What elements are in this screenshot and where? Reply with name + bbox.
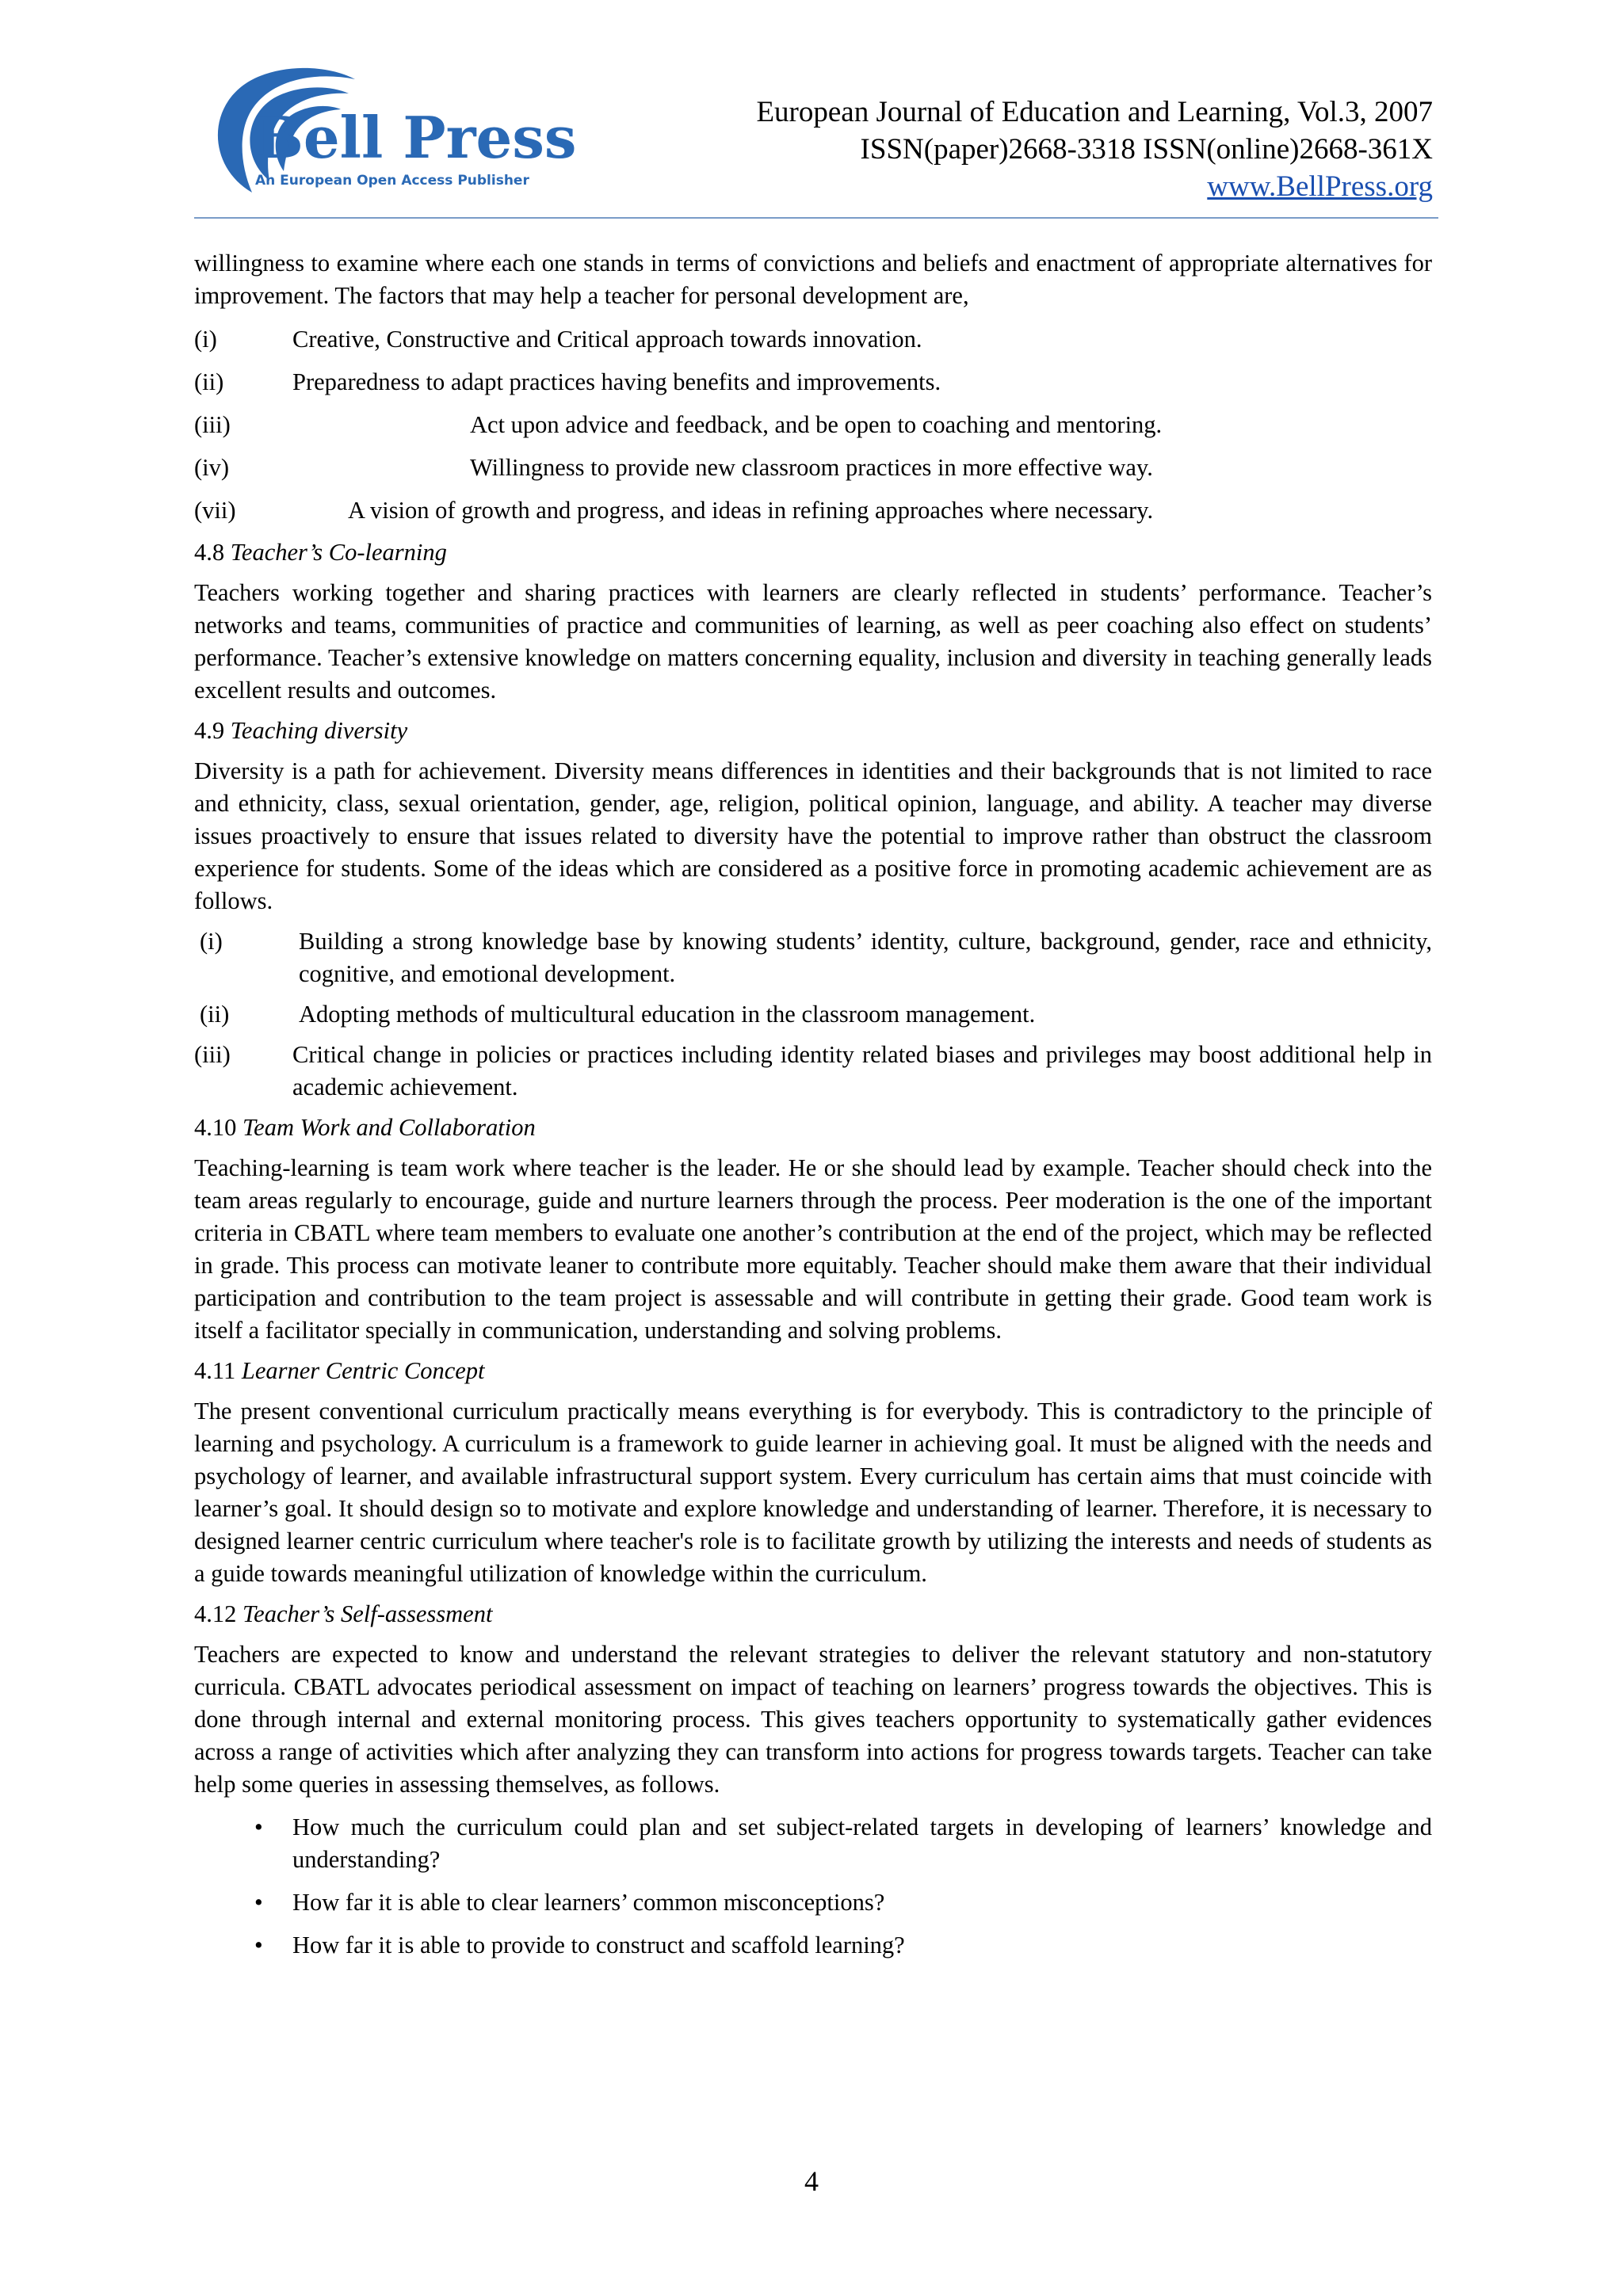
list-item [194,925,1432,990]
list-item [194,998,1432,1031]
logo-tagline: An European Open Access Publisher [255,173,529,189]
section-number: 4.10 [194,1114,237,1141]
section-paragraph: The present conventional curriculum practically means everything is for everybody. This is contradictory to the principle of learning and psychology. A curriculum is a framework to guide learner in achieving goal. It must be aligned with the needs and psychology of learner, and available infrastructural support system. Every curriculum has certain aims that must coincide with learner’s goal. It should design so to motivate and explore knowledge and understanding of learner. Therefore, it is necessary to designed learner centric curriculum where teacher's role is to facilitate growth by utilizing the interests and needs of students as a guide towards meaningful utilization of knowledge within the curriculum. [194,1398,1432,1587]
bell-press-logo [197,62,577,196]
page-content [194,247,1432,1962]
intro-paragraph: willingness to examine where each one stands in terms of convictions and beliefs and enactment of appropriate alternatives for improvement. The factors that may help a teacher for personal development are, [194,250,1432,309]
section-title: Teacher’s Co-learning [230,539,447,566]
section-paragraph: Teachers are expected to know and understand the relevant strategies to deliver the relevant statutory and non-statutory curricula. CBATL advocates periodical assessment on impact of teaching on learners’ progress towards the objectives. This is done through internal and external monitoring process. This gives teachers opportunity to systematically gather evidences across a range of activities which after analyzing they can transform into actions for progress towards targets. Teacher can take help some queries in assessing themselves, as follows. [194,1641,1432,1798]
bullet-icon: • [254,1814,263,1840]
section-heading-4-9 [194,715,1432,747]
list-item-text: Building a strong knowledge base by knowing students’ identity, culture, background, gender, race and ethnicity, cognitive, and emotional development. [299,928,1432,987]
logo-name: Bell Press [255,104,577,171]
list-item-text: Preparedness to adapt practices having benefits and improvements. [292,368,941,395]
section-title: Teacher’s Self-assessment [242,1600,493,1627]
bullet-item [194,1929,1432,1962]
list-marker: (ii) [194,368,224,395]
list-item-text: Act upon advice and feedback, and be open to coaching and mentoring. [470,411,1163,438]
section-paragraph: Teaching-learning is team work where teacher is the leader. He or she should lead by example. Teacher should check into the team areas regularly to encourage, guide and nurture learners through the process. Peer moderation is the one of the important criteria in CBATL where team members to evaluate one another’s contribution at the end of the project, which may be reflected in grade. This process can motivate leaner to contribute more equitably. Teacher should make them aware that their individual participation and contribution to the team project is assessable and will contribute in getting their grade. Good team work is itself a facilitator specially in communication, understanding and solving problems. [194,1154,1432,1344]
section-number: 4.8 [194,539,225,566]
list-item [194,409,1432,441]
journal-issn: ISSN(paper)2668-3318 ISSN(online)2668-361X [860,133,1433,166]
section-number: 4.12 [194,1600,237,1627]
list-item-text: Adopting methods of multicultural education in the classroom management. [299,1001,1036,1028]
journal-url-link[interactable]: www.BellPress.org [1207,170,1433,203]
bullet-item [194,1886,1432,1919]
list-item [194,494,1432,527]
list-item-text: Willingness to provide new classroom practices in more effective way. [470,454,1153,481]
list-marker: (ii) [200,1001,230,1028]
section-paragraph: Teachers working together and sharing practices with learners are clearly reflected in students’ performance. Teacher’s networks and teams, communities of practice and communities of learning, as well as peer coaching also effect on students’ performance. Teacher’s extensive knowledge on matters concerning equality, inclusion and diversity in teaching generally leads excellent results and outcomes. [194,579,1432,704]
section-number: 4.9 [194,717,225,744]
list-marker: (iv) [194,454,230,481]
list-item-text: Creative, Constructive and Critical approach towards innovation. [292,326,922,353]
bullet-text: How much the curriculum could plan and set subject-related targets in developing of learners’ knowledge and understanding? [292,1814,1432,1873]
list-item [194,323,1432,356]
list-marker: (vii) [194,497,236,524]
journal-info [756,93,1433,205]
section-heading-4-10 [194,1112,1432,1144]
list-item [194,1039,1432,1104]
bullet-text: How far it is able to clear learners’ common misconceptions? [292,1889,885,1916]
bullet-item [194,1811,1432,1876]
header-divider [194,217,1438,219]
page-number: 4 [804,2165,819,2197]
journal-title: European Journal of Education and Learning, Vol.3, 2007 [756,96,1433,128]
section-paragraph: Diversity is a path for achievement. Diversity means differences in identities and their backgrounds that is not limited to race and ethnicity, class, sexual orientation, gender, age, religion, political opinion, language, and ability. A teacher may diverse issues proactively to ensure that issues related to diversity have the potential to improve rather than obstruct the classroom experience for students. Some of the ideas which are considered as a positive force in promoting academic achievement are as follows. [194,757,1432,914]
section-title: Teaching diversity [230,717,408,744]
list-item [194,452,1432,484]
page-header [0,0,1623,222]
section-heading-4-8 [194,536,1432,569]
bullet-icon: • [254,1932,263,1958]
section-heading-4-12 [194,1598,1432,1630]
list-item-text: A vision of growth and progress, and ideas in refining approaches where necessary. [348,497,1154,524]
section-heading-4-11 [194,1355,1432,1387]
list-item-text: Critical change in policies or practices including identity related biases and privileges may boost additional help in academic achievement. [292,1041,1432,1100]
section-title: Learner Centric Concept [241,1357,485,1384]
section-number: 4.11 [194,1357,236,1384]
section-title: Team Work and Collaboration [242,1114,536,1141]
list-marker: (i) [200,928,223,955]
list-marker: (iii) [194,1041,231,1068]
list-marker: (iii) [194,411,231,438]
list-marker: (i) [194,326,217,353]
bullet-icon: • [254,1889,263,1916]
list-item [194,366,1432,399]
bullet-text: How far it is able to provide to construct and scaffold learning? [292,1932,905,1958]
